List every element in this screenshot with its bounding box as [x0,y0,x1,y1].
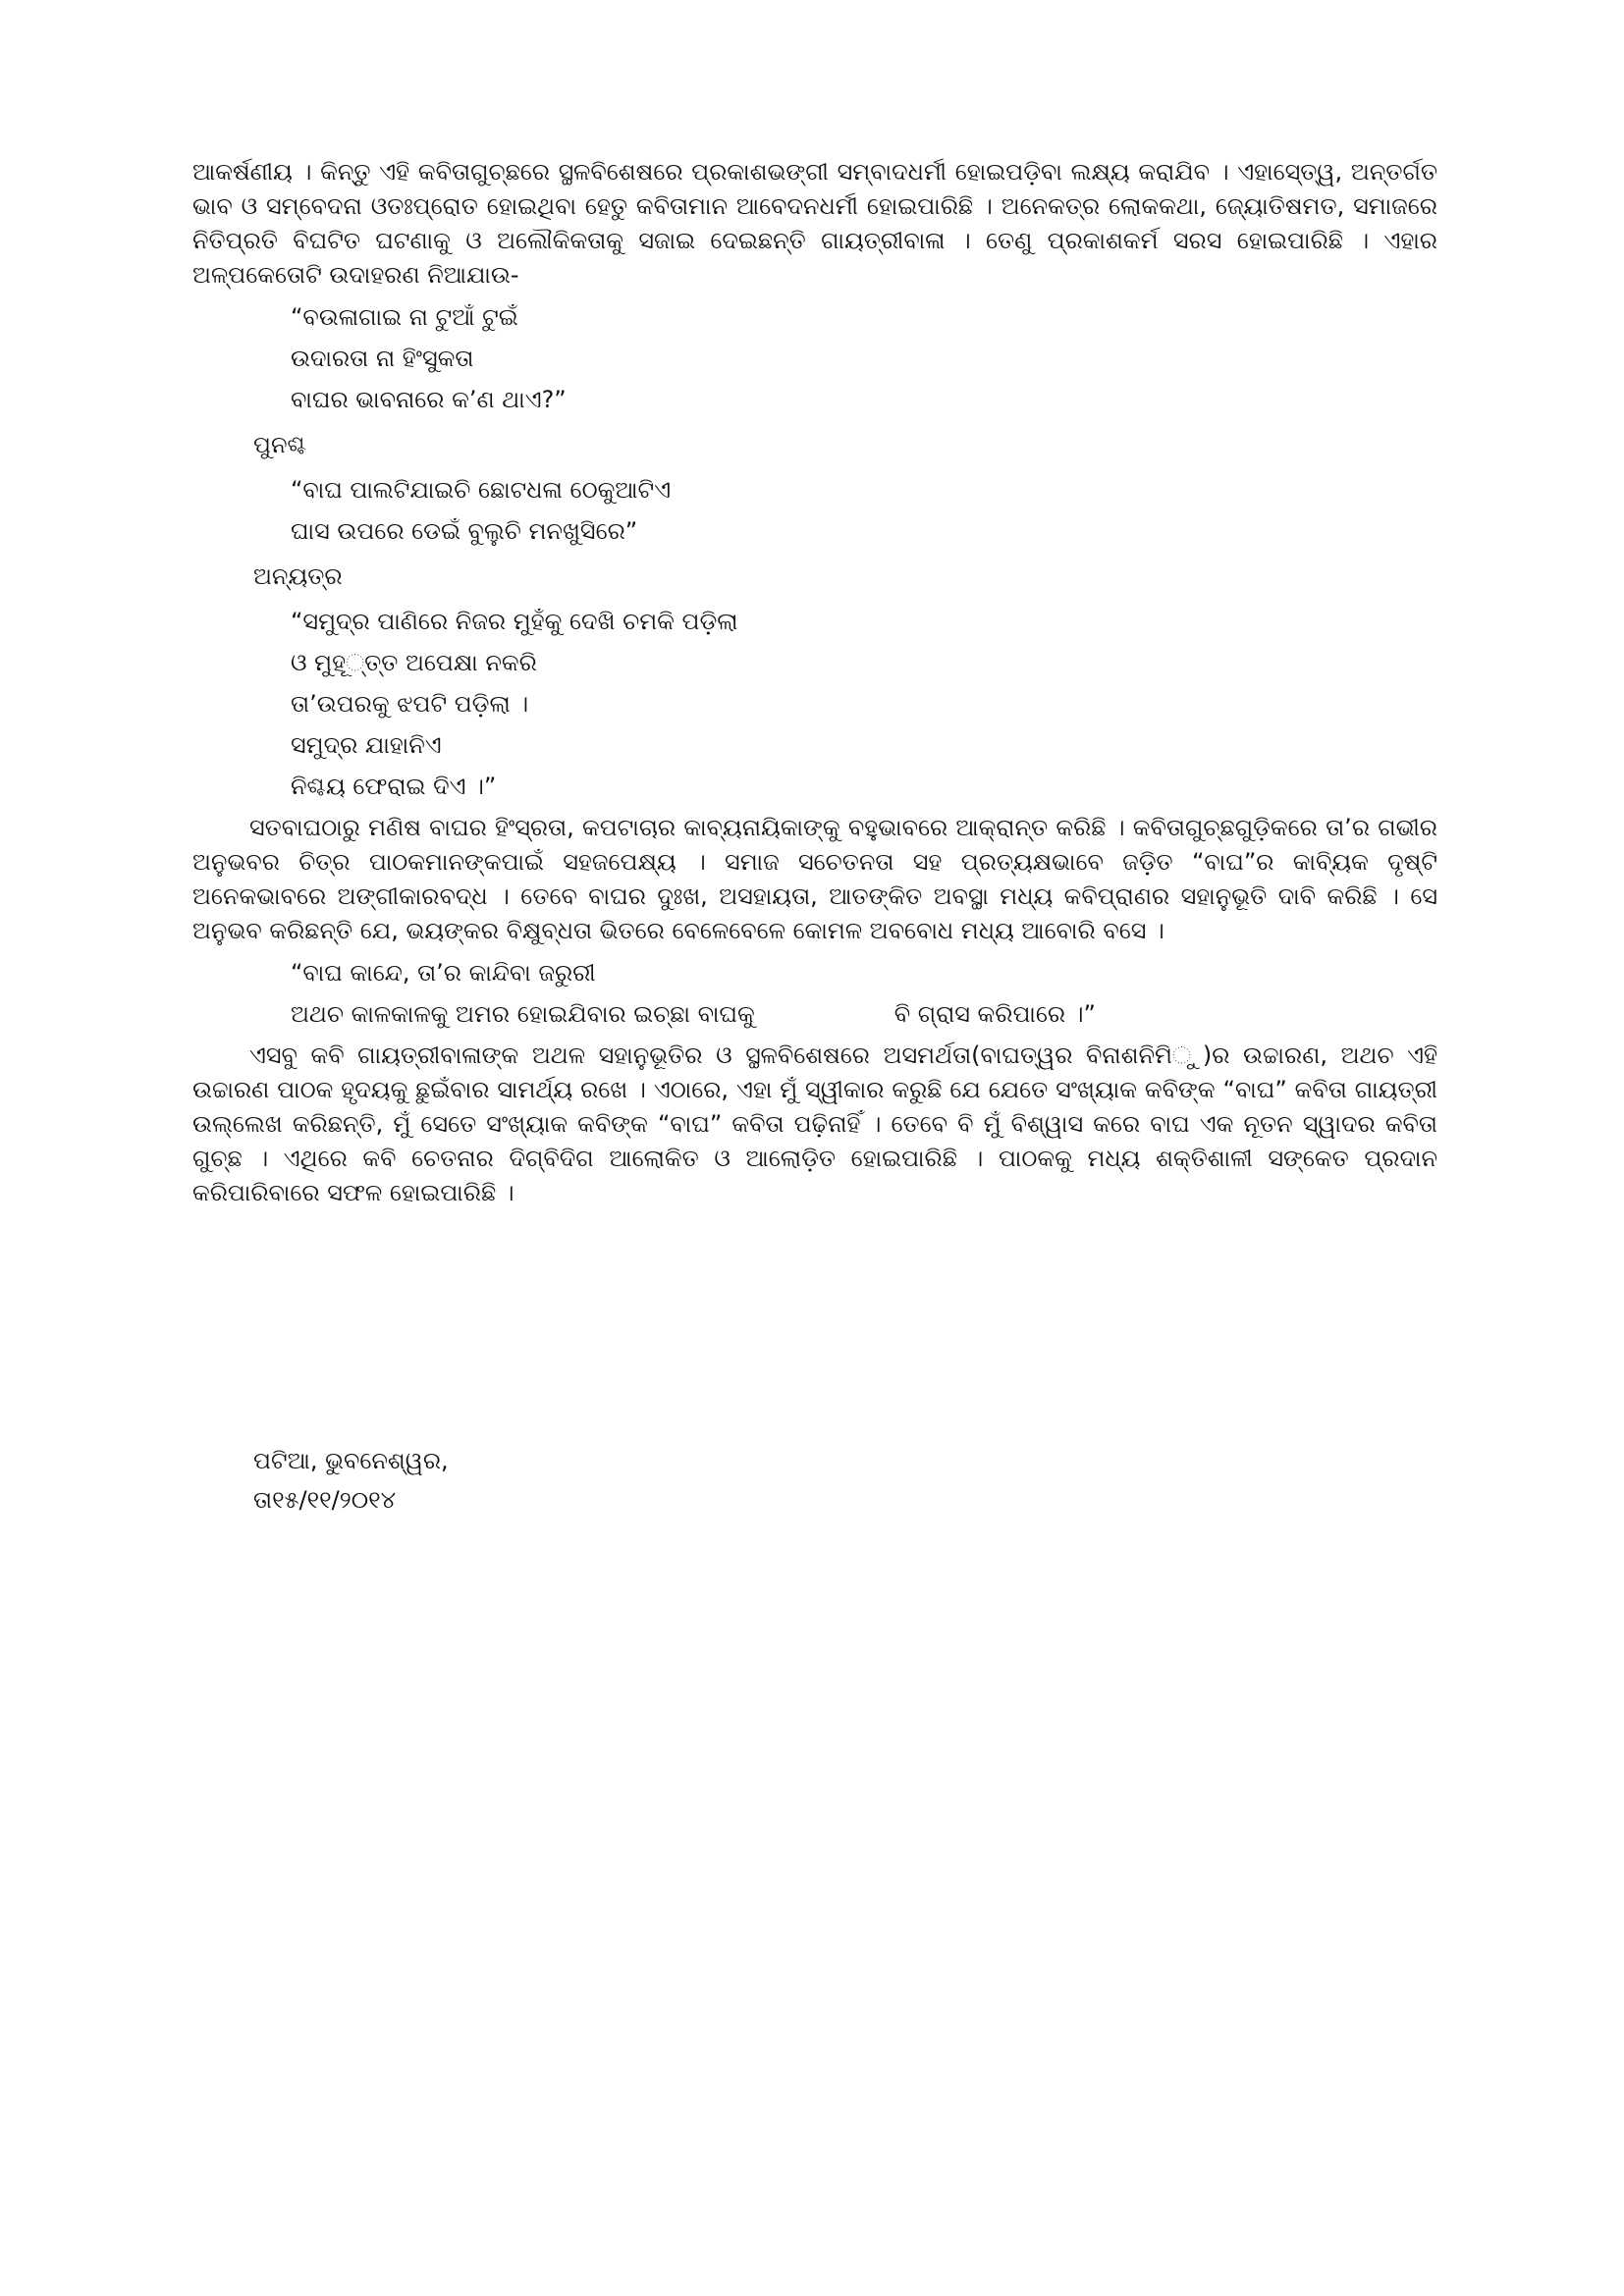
quote-4-line-1: “ବାଘ କାନ୍ଦେ, ତା’ର କାନ୍ଦିବା ଜରୁରୀ [291,959,596,987]
quote-1 [291,296,1437,420]
quote-1-line-3: ବାଘର ଭାବନାରେ କ’ଣ ଥାଏ?” [291,386,567,413]
quote-3-line-3: ତା’ଉପରକୁ ଝପଟି ପଡ଼ିଲା । [291,690,529,718]
footer-place: ପଟିଆ, ଭୁବନେଶ୍ୱର, [253,1447,449,1474]
quote-1-line-2: ଉଦାରତା ନା ହିଂସୁକତା [291,345,474,372]
signature-block [253,1441,449,1520]
label-anyatra: ଅନ୍ୟତ୍ର [253,562,343,590]
quote-2 [291,469,1437,552]
paragraph-intro: ଆକର୍ଷଣୀୟ । କିନ୍ତୁ ଏହି କବିତାଗୁଚ୍ଛରେ ସ୍ଥଳବିଶେଷରେ ପ୍ରକାଶଭଙ୍ଗୀ ସମ୍ବାଦଧର୍ମୀ ହୋଇପଡ଼ିବା ଲକ୍ଷ୍ୟ କରାଯିବ । ଏହାସ‌େ୍ତ୍ୱ, ଅନ୍ତର୍ଗତ ଭାବ ଓ ସମ୍ବେଦନା ଓତଃପ୍ରୋତ ହୋଇଥିବା ହେତୁ କବିତାମାନ ଆବେଦନଧର୍ମୀ ହୋଇପାରିଛି । ଅନେକତ୍ର ଲୋକକଥା, ଜ୍ୟୋତିଷମତ, ସମାଜରେ ନିତିପ୍ରତି ବିଘଟିତ ଘଟଣାକୁ ଓ ଅଲୌକିକତାକୁ ସଜାଇ ଦେଇଛନ୍ତି ଗାୟତ୍ରୀବାଳା । ତେଣୁ ପ୍ରକାଶକର୍ମ ସରସ ହୋଇପାରିଛି । ଏହାର ଅଳ୍ପକେତୋଟି ଉଦାହରଣ ନିଆଯାଉ- [192,158,1437,289]
quote-2-line-1: “ବାଘ ପାଲଟିଯାଇଚି ଛୋଟଧଳା ଠେକୁଆଟିଏ [291,476,672,504]
quote-1-line-1: “ବଉଳାଗାଇ ନା ଟୁଆଁ ଟୁଇଁ [291,303,518,331]
quote-3-line-1: “ସମୁଦ୍ର ପାଣିରେ ନିଜର ମୁହଁକୁ ଦେଖି ଚମକି ପଡ଼ିଲା [291,608,738,635]
quote-4-line-2-part-b: ବି ଗ୍ରାସ କରିପାରେ ।” [893,1000,1096,1028]
quote-4 [291,952,1437,1035]
label-punascha: ପୁନଶ୍ଚ [253,431,306,458]
quote-4-line-2-part-a: ଅଥଚ କାଳକାଳକୁ ଅମର ହୋଇଯିବାର ଇଚ୍ଛା ବାଘକୁ [291,1000,755,1028]
paragraph-3: ଏସବୁ କବି ଗାୟତ୍ରୀବାଳାଙ୍କ ଅଥଳ ସହାନୁଭୂତିର ଓ ସ୍ଥଳବିଶେଷରେ ଅସମର୍ଥତା(ବାଘତ୍ୱର ବିନାଶନିମି◌ୁ)ର ଉଚ୍ଚାରଣ, ଅଥଚ ଏହି ଉଚ୍ଚାରଣ ପାଠକ ହୃଦୟକୁ ଛୁଇଁବାର ସାମର୍ଥ୍ୟ ରଖେ । ଏଠାରେ, ଏହା ମୁଁ ସ୍ୱୀକାର କରୁଛି ଯେ ଯେତେ ସଂଖ୍ୟାକ କବିଙ୍କ “ବାଘ” କବିତା ଗାୟତ୍ରୀ ଉଲ୍ଲେଖ କରିଛନ୍ତି, ମୁଁ ସେତେ ସଂଖ୍ୟାକ କବିଙ୍କ “ବାଘ” କବିତା ପଢ଼ିନାହିଁ । ତେବେ ବି ମୁଁ ବିଶ୍ୱାସ କରେ ବାଘ ଏକ ନୂତନ ସ୍ୱାଦର କବିତା ଗୁଚ୍ଛ । ଏଥିରେ କବି ଚେତନାର ଦିଗ୍‌ବିଦିଗ ଆଲୋକିତ ଓ ଆଲୋଡ଼ିତ ହୋଇପାରିଛି । ପାଠକକୁ ମଧ୍ୟ ଶକ୍ତିଶାଳୀ ସଙ୍କେତ ପ୍ରଦାନ କରିପାରିବାରେ ସଫଳ ହୋଇପାରିଛି । [192,1041,1437,1206]
quote-3-line-5: ନିଶ୍ଚୟ ଫେରାଇ ଦିଏ ।” [291,773,497,800]
quote-3 [291,601,1437,807]
quote-4-line-2 [291,993,1437,1035]
quote-3-line-4: ସମୁଦ୍ର ଯାହାନିଏ [291,731,442,759]
footer-date: ତା୧୫/୧୧/୨୦୧୪ [253,1486,396,1514]
paragraph-2: ସତବାଘଠାରୁ ମଣିଷ ବାଘର ହିଂସ୍ରତା, କପଟାଚାର କାବ୍ୟନାୟିକାଙ୍କୁ ବହୁଭାବରେ ଆକ୍ରାନ୍ତ କରିଛି । କବିତାଗୁଚ୍ଛଗୁଡ଼ିକରେ ତା’ର ଗଭୀର ଅନୁଭବର ଚିତ୍ର ପାଠକମାନଙ୍କପାଇଁ ସହଜପେକ୍ଷ୍ୟ । ସମାଜ ସଚେତନତା ସହ ପ୍ରତ୍ୟକ୍ଷଭାବେ ଜଡ଼ିତ “ବାଘ”ର କାବ୍ୟିକ ଦୃଷ୍ଟି ଅନେକଭାବରେ ଅଙ୍ଗୀକାରବଦ୍ଧ । ତେବେ ବାଘର ଦୁଃଖ, ଅସହାୟତା, ଆତଙ୍କିତ ଅବସ୍ଥା ମଧ୍ୟ କବିପ୍ରାଣର ସହାନୁଭୂତି ଦାବି କରିଛି । ସେ ଅନୁଭବ କରିଛନ୍ତି ଯେ, ଭୟଙ୍କର ବିକ୍ଷୁବ୍ଧତା ଭିତରେ ବେଳେବେଳେ କୋମଳ ଅବବୋଧ ମଧ୍ୟ ଆବୋରି ବସେ । [192,814,1437,944]
quote-2-line-2: ଘାସ ଉପରେ ଡେଇଁ ବୁଲୁଚି ମନଖୁସିରେ” [291,517,638,545]
quote-3-line-2: ଓ ମୁହୂ◌୍ତ୍ତ ଅପେକ୍ଷା ନକରି [291,649,537,676]
document-body [192,155,1437,1210]
